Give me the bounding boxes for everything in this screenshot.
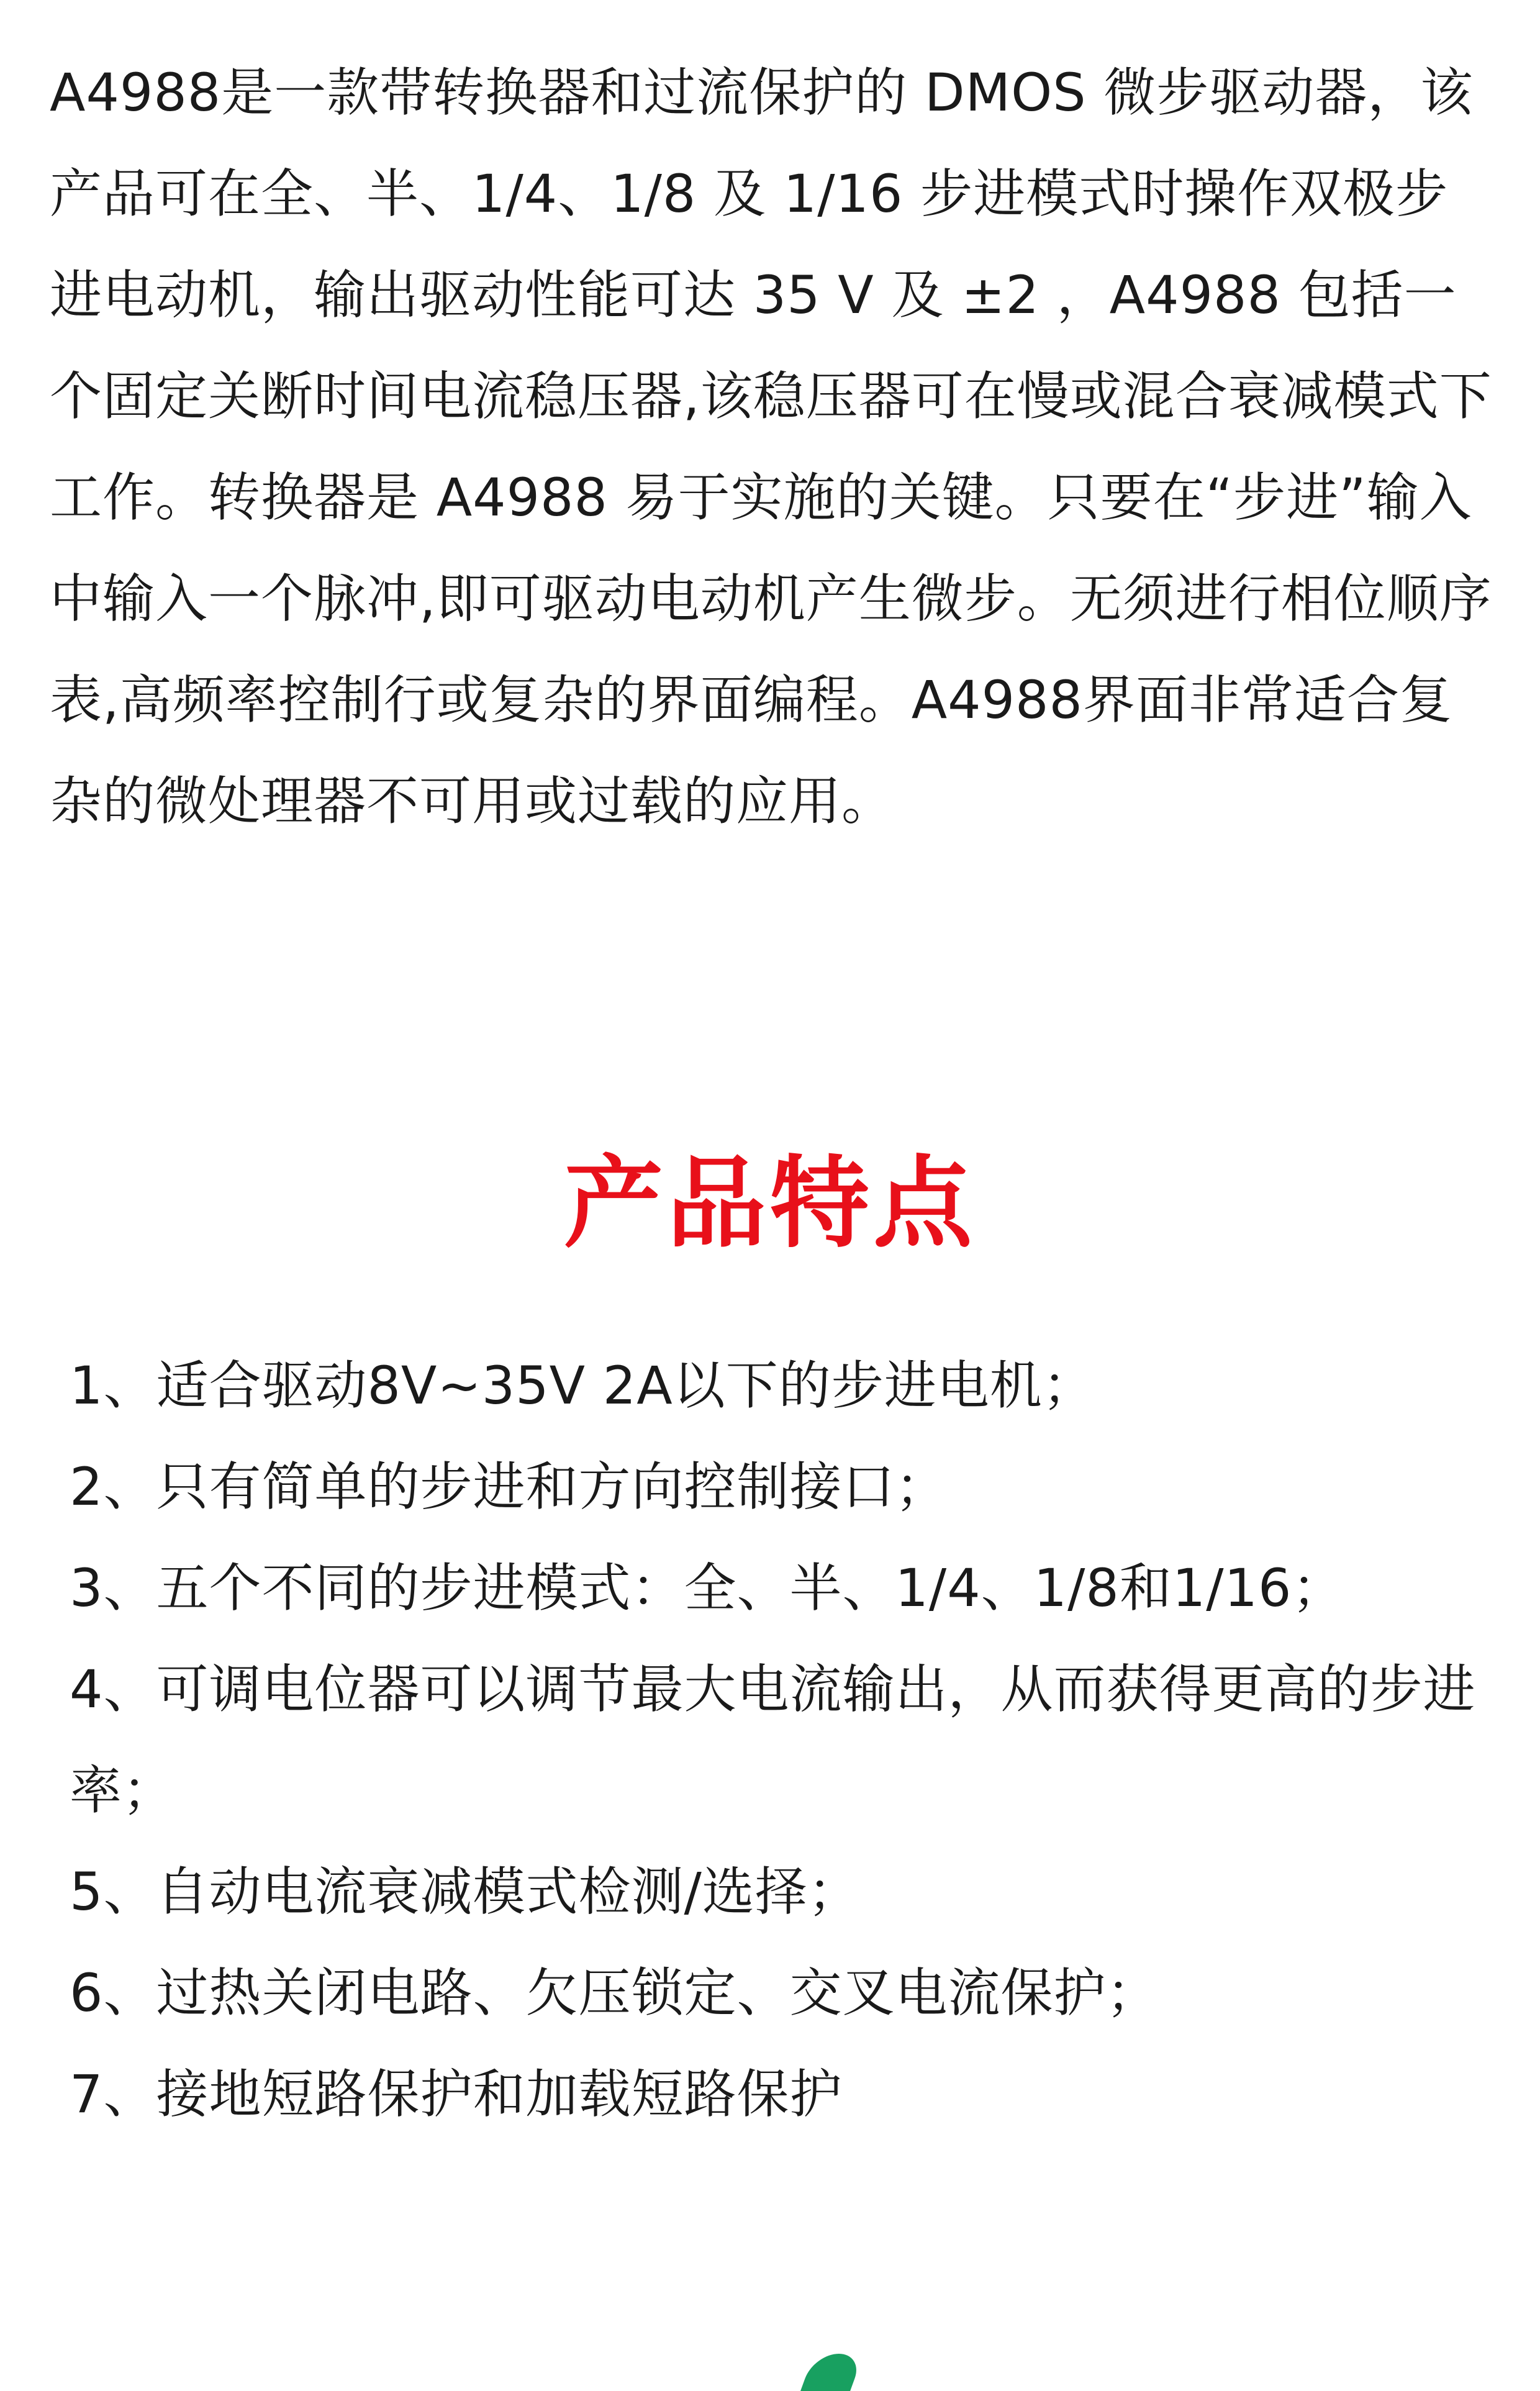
features-title: 产品特点 bbox=[563, 1145, 976, 1261]
green-decoration bbox=[800, 2354, 864, 2391]
feature-item: 1、适合驱动8V~35V 2A以下的步进电机； bbox=[70, 1355, 1095, 1416]
features-list bbox=[70, 1335, 1498, 2145]
feature-item: 4、可调电位器可以调节最大电流输出，从而获得更高的步进率； bbox=[70, 1659, 1476, 1821]
feature-item: 2、只有简单的步进和方向控制接口； bbox=[70, 1456, 948, 1517]
feature-item: 3、五个不同的步进模式：全、半、1/4、1/8和1/16； bbox=[70, 1558, 1345, 1618]
intro-paragraph: A4988是一款带转换器和过流保护的 DMOS 微步驱动器，该产品可在全、半、1/4、1/8 及 1/16 步进模式时操作双极步进电动机，输出驱动性能可达 35 V 及 ±2 ，A4988 包括一个固定关断时间电流稳压器,该稳压器可在慢或混合衰减模式下工作。转换器是 A4988 易于实施的关键。只要在“步进”输入中输入一个脉冲,即可驱动电动机产生微步。无须进行相位顺序表,高频率控制行或复杂的界面编程。A4988界面非常适合复杂的微处理器不可用或过载的应用。 bbox=[50, 62, 1492, 832]
feature-item: 5、自动电流衰减模式检测/选择； bbox=[70, 1861, 861, 1922]
feature-item: 7、接地短路保护和加载短路保护 bbox=[70, 2064, 843, 2125]
feature-item: 6、过热关闭电路、欠压锁定、交叉电流保护； bbox=[70, 1962, 1159, 2023]
